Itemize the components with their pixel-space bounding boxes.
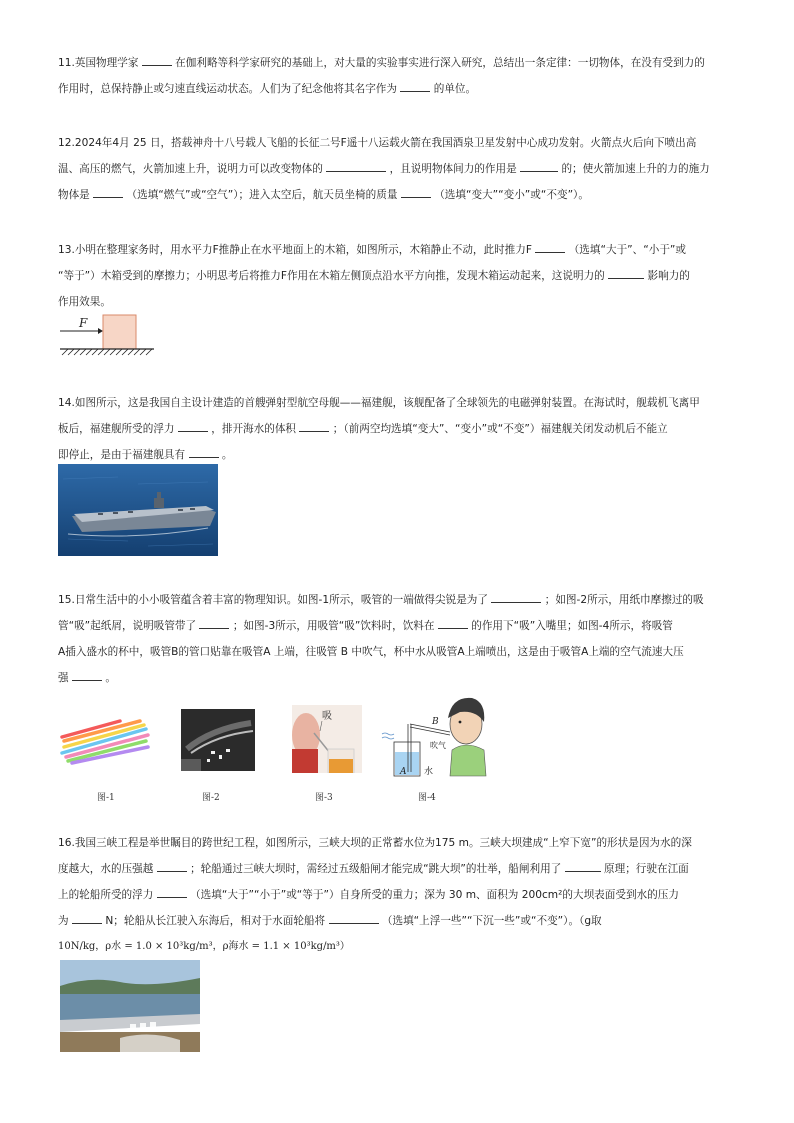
figure-caption: 图-4 bbox=[418, 793, 436, 803]
q11-text: 11.英国物理学家 bbox=[58, 57, 139, 69]
q13-text: 影响力的 bbox=[647, 270, 690, 282]
answer-blank[interactable] bbox=[199, 616, 229, 629]
q11-text: 在伽利略等科学家研究的基础上，对大量的实验事实进行深入研究，总结出一条定律：一切物体，在没有受到力的 bbox=[175, 57, 705, 69]
answer-blank[interactable] bbox=[401, 185, 431, 198]
answer-blank[interactable] bbox=[178, 419, 208, 432]
q16-text: 为 bbox=[58, 915, 69, 927]
force-label: F bbox=[79, 316, 88, 330]
q12-text: ，且说明物体间力的作用是 bbox=[389, 163, 517, 175]
answer-blank[interactable] bbox=[400, 79, 430, 92]
q16-text: （选填“大于”“小于”或“等于”）自身所受的重力；深为 30 m、面积为 200cm²的大坝表面受到水的压力 bbox=[190, 889, 679, 901]
question-16 bbox=[58, 830, 738, 960]
q14-text: ；（前两空均选填“变大”、“变小”或“不变”）福建舰关闭发动机后不能立 bbox=[332, 423, 668, 435]
answer-blank[interactable] bbox=[565, 859, 601, 872]
q14-text: 板后，福建舰所受的浮力 bbox=[58, 423, 175, 435]
water bbox=[395, 752, 419, 775]
q16-text: 上的轮船所受的浮力 bbox=[58, 889, 154, 901]
boy-illustration bbox=[448, 698, 486, 776]
q14-text: ，排开海水的体积 bbox=[211, 423, 297, 435]
question-11 bbox=[58, 50, 738, 102]
q15-text: 强 bbox=[58, 672, 69, 684]
figure-caption: 图-1 bbox=[97, 793, 115, 803]
q16-text: 16.我国三峡工程是举世瞩目的跨世纪工程，如图所示，三峡大坝的正常蓄水位为175 m。三峡大坝建成“上窄下宽”的形状是因为水的深 bbox=[58, 837, 692, 849]
answer-blank[interactable] bbox=[157, 885, 187, 898]
answer-blank[interactable] bbox=[189, 445, 219, 458]
q12-text: 温、高压的燃气，火箭加速上升，说明力可以改变物体的 bbox=[58, 163, 323, 175]
q15-text: 管“吸”起纸屑，说明吸管带了 bbox=[58, 620, 197, 632]
carrier-island bbox=[154, 498, 164, 508]
question-13 bbox=[58, 237, 738, 315]
q14-text: 。 bbox=[221, 449, 233, 461]
label-water: 水 bbox=[424, 767, 434, 777]
answer-blank[interactable] bbox=[520, 159, 558, 172]
fig3-label: 吸 bbox=[322, 711, 332, 722]
q12-text: 的；使火箭加速上升的力的施力 bbox=[561, 163, 710, 175]
q12-text: （选填“燃气”或“空气”）；进入太空后，航天员坐椅的质量 bbox=[126, 189, 398, 201]
answer-blank[interactable] bbox=[438, 616, 468, 629]
ground-hatch bbox=[62, 349, 152, 355]
q12-text: 物体是 bbox=[58, 189, 90, 201]
answer-blank[interactable] bbox=[326, 159, 386, 172]
answer-blank[interactable] bbox=[608, 266, 644, 279]
answer-blank[interactable] bbox=[491, 590, 541, 603]
label-a: A bbox=[400, 767, 407, 777]
question-14 bbox=[58, 390, 738, 468]
q15-text: A插入盛水的杯中，吸管B的管口贴靠在吸管A 上端，往吸管 B 中吹气，杯中水从吸管A上端喷出，这是由于吸管A上端的空气流速大压 bbox=[58, 646, 684, 658]
straws-photo bbox=[60, 717, 150, 765]
q12-text: （选填“变大”“变小”或“不变”）。 bbox=[434, 189, 589, 201]
answer-blank[interactable] bbox=[329, 911, 379, 924]
q15-text: ；如图-3所示，用吸管“吸”饮料时，饮料在 bbox=[232, 620, 435, 632]
question-15 bbox=[58, 587, 738, 691]
answer-blank[interactable] bbox=[157, 859, 187, 872]
q13-text: （选填“大于”、“小于”或 bbox=[568, 244, 687, 256]
answer-blank[interactable] bbox=[93, 185, 123, 198]
q16-text: （选填“上浮一些”“下沉一些”或“不变”）。（g取 bbox=[381, 915, 602, 927]
answer-blank[interactable] bbox=[72, 911, 102, 924]
label-b: B bbox=[432, 717, 439, 727]
arrow-head-icon bbox=[98, 328, 103, 334]
aircraft-carrier-photo bbox=[58, 464, 218, 556]
q16-text: 原理；行驶在江面 bbox=[604, 863, 689, 875]
q13-text: 13.小明在整理家务时，用水平力F推静止在水平地面上的木箱，如图所示，木箱静止不动，此时推力F bbox=[58, 244, 532, 256]
answer-blank[interactable] bbox=[72, 668, 102, 681]
label-blow: 吹气 bbox=[430, 741, 446, 750]
q13-text: 作用效果。 bbox=[58, 296, 111, 308]
q11-text: 的单位。 bbox=[433, 83, 477, 95]
figure-caption: 图-2 bbox=[202, 793, 220, 803]
answer-blank[interactable] bbox=[535, 240, 565, 253]
answer-blank[interactable] bbox=[142, 53, 172, 66]
blowing-straw-diagram bbox=[380, 690, 488, 780]
question-12 bbox=[58, 130, 738, 208]
figure-caption: 图-3 bbox=[315, 793, 333, 803]
q15-text: 。 bbox=[105, 672, 116, 684]
box-force-figure bbox=[58, 313, 158, 357]
q11-text: 作用时，总保持静止或匀速直线运动状态。人们为了纪念他将其名字作为 bbox=[58, 83, 397, 95]
q16-text: N；轮船从长江驶入东海后，相对于水面轮船将 bbox=[105, 915, 326, 927]
charged-straw-photo bbox=[181, 709, 255, 771]
wooden-box bbox=[103, 315, 136, 349]
q15-text: 的作用下“吸”入嘴里；如图-4所示，将吸管 bbox=[471, 620, 673, 632]
q14-text: 14.如图所示，这是我国自主设计建造的首艘弹射型航空母舰——福建舰，该舰配备了全球领先的电磁弹射装置。在海试时，舰载机飞离甲 bbox=[58, 397, 700, 409]
q15-text: ；如图-2所示，用纸巾摩擦过的吸 bbox=[544, 594, 704, 606]
q16-text: 度越大，水的压强越 bbox=[58, 863, 154, 875]
q16-text: ；轮船通过三峡大坝时，需经过五级船闸才能完成“跳大坝”的壮举，船闸利用了 bbox=[190, 863, 562, 875]
q16-formula: 10N/kg，ρ水 = 1.0 × 10³kg/m³，ρ海水 = 1.1 × 10³kg/m³） bbox=[58, 941, 350, 952]
answer-blank[interactable] bbox=[299, 419, 329, 432]
three-gorges-dam-photo bbox=[60, 960, 200, 1052]
q13-text: “等于”）木箱受到的摩擦力；小明思考后将推力F作用在木箱左侧顶点沿水平方向推，发现木箱运动起来，这说明力的 bbox=[58, 270, 605, 282]
q12-text: 12.2024年4月 25 日，搭载神舟十八号载人飞船的长征二号F遥十八运载火箭在我国酒泉卫星发射中心成功发射。火箭点火后向下喷出高 bbox=[58, 137, 697, 149]
q15-text: 15.日常生活中的小小吸管蕴含着丰富的物理知识。如图-1所示，吸管的一端做得尖锐是为了 bbox=[58, 594, 488, 606]
drinking-straw-photo bbox=[292, 705, 362, 773]
q14-text: 即停止，是由于福建舰具有 bbox=[58, 449, 186, 461]
